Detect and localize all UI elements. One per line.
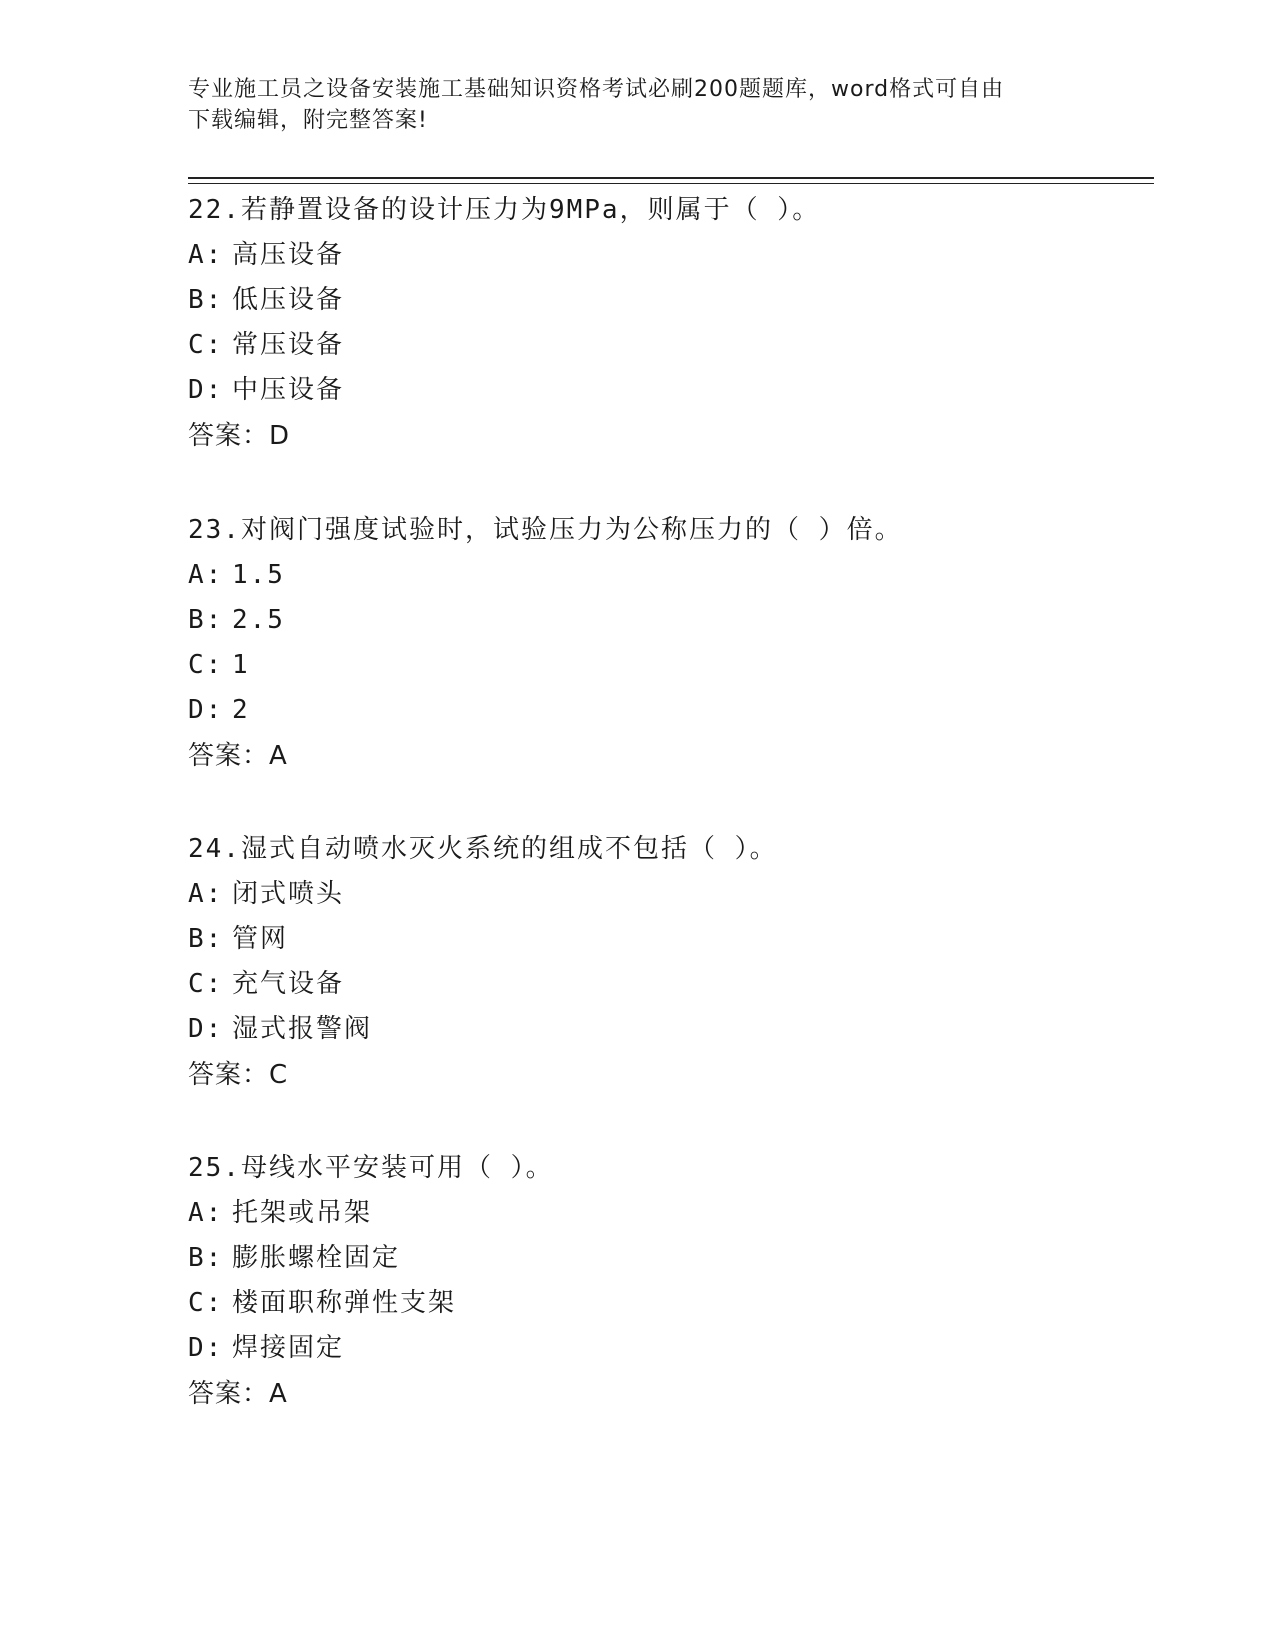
- option-b: [188, 917, 1154, 962]
- answer-line: 答案：D: [188, 421, 291, 451]
- option-text: 1: [232, 650, 250, 680]
- option-letter: D:: [188, 695, 224, 725]
- question-block: [188, 188, 1154, 459]
- question-text: 24.湿式自动喷水灭火系统的组成不包括（ ）。: [188, 834, 778, 864]
- option-c: [188, 962, 1154, 1007]
- option-text: 闭式喷头: [232, 879, 345, 909]
- option-text: 焊接固定: [232, 1333, 345, 1363]
- option-letter: B:: [188, 605, 224, 635]
- question-block: [188, 1146, 1154, 1417]
- option-letter: B:: [188, 285, 224, 315]
- header-divider-thin: [188, 183, 1154, 184]
- option-a: [188, 553, 1154, 598]
- option-text: 高压设备: [232, 240, 345, 270]
- option-letter: A:: [188, 1198, 224, 1228]
- option-text: 湿式报警阀: [232, 1014, 373, 1044]
- question-text: 23.对阀门强度试验时，试验压力为公称压力的（ ）倍。: [188, 515, 903, 545]
- answer-line: 答案：A: [188, 741, 288, 771]
- option-letter: D:: [188, 1014, 224, 1044]
- answer-line: 答案：C: [188, 1060, 289, 1090]
- option-text: 中压设备: [232, 375, 345, 405]
- option-c: [188, 643, 1154, 688]
- option-letter: C:: [188, 1288, 224, 1318]
- header-divider-thick: [188, 177, 1154, 179]
- header-line-2: 下载编辑，附完整答案!: [188, 108, 428, 133]
- option-c: [188, 1281, 1154, 1326]
- option-letter: D:: [188, 1333, 224, 1363]
- question-block: [188, 827, 1154, 1098]
- option-text: 1.5: [232, 560, 285, 590]
- option-c: [188, 323, 1154, 368]
- option-text: 低压设备: [232, 285, 345, 315]
- document-header: [188, 74, 1088, 136]
- option-d: [188, 1326, 1154, 1371]
- option-a: [188, 1191, 1154, 1236]
- header-line-1: 专业施工员之设备安装施工基础知识资格考试必刷200题题库，word格式可自由: [188, 77, 1005, 102]
- option-letter: C:: [188, 330, 224, 360]
- option-letter: A:: [188, 240, 224, 270]
- option-letter: A:: [188, 560, 224, 590]
- option-letter: D:: [188, 375, 224, 405]
- option-b: [188, 1236, 1154, 1281]
- option-text: 2: [232, 695, 250, 725]
- answer-line: 答案：A: [188, 1379, 288, 1409]
- option-d: [188, 1007, 1154, 1052]
- option-letter: C:: [188, 969, 224, 999]
- question-text: 25.母线水平安装可用（ ）。: [188, 1153, 554, 1183]
- option-d: [188, 688, 1154, 733]
- option-text: 膨胀螺栓固定: [232, 1243, 401, 1273]
- option-text: 管网: [232, 924, 289, 954]
- option-d: [188, 368, 1154, 413]
- option-text: 楼面职称弹性支架: [232, 1288, 457, 1318]
- question-text: 22.若静置设备的设计压力为9MPa，则属于（ ）。: [188, 195, 821, 225]
- option-letter: C:: [188, 650, 224, 680]
- question-block: [188, 508, 1154, 779]
- option-a: [188, 872, 1154, 917]
- option-letter: B:: [188, 924, 224, 954]
- option-text: 充气设备: [232, 969, 345, 999]
- option-letter: A:: [188, 879, 224, 909]
- option-letter: B:: [188, 1243, 224, 1273]
- option-text: 常压设备: [232, 330, 345, 360]
- option-b: [188, 598, 1154, 643]
- option-text: 托架或吊架: [232, 1198, 373, 1228]
- option-a: [188, 233, 1154, 278]
- option-text: 2.5: [232, 605, 285, 635]
- option-b: [188, 278, 1154, 323]
